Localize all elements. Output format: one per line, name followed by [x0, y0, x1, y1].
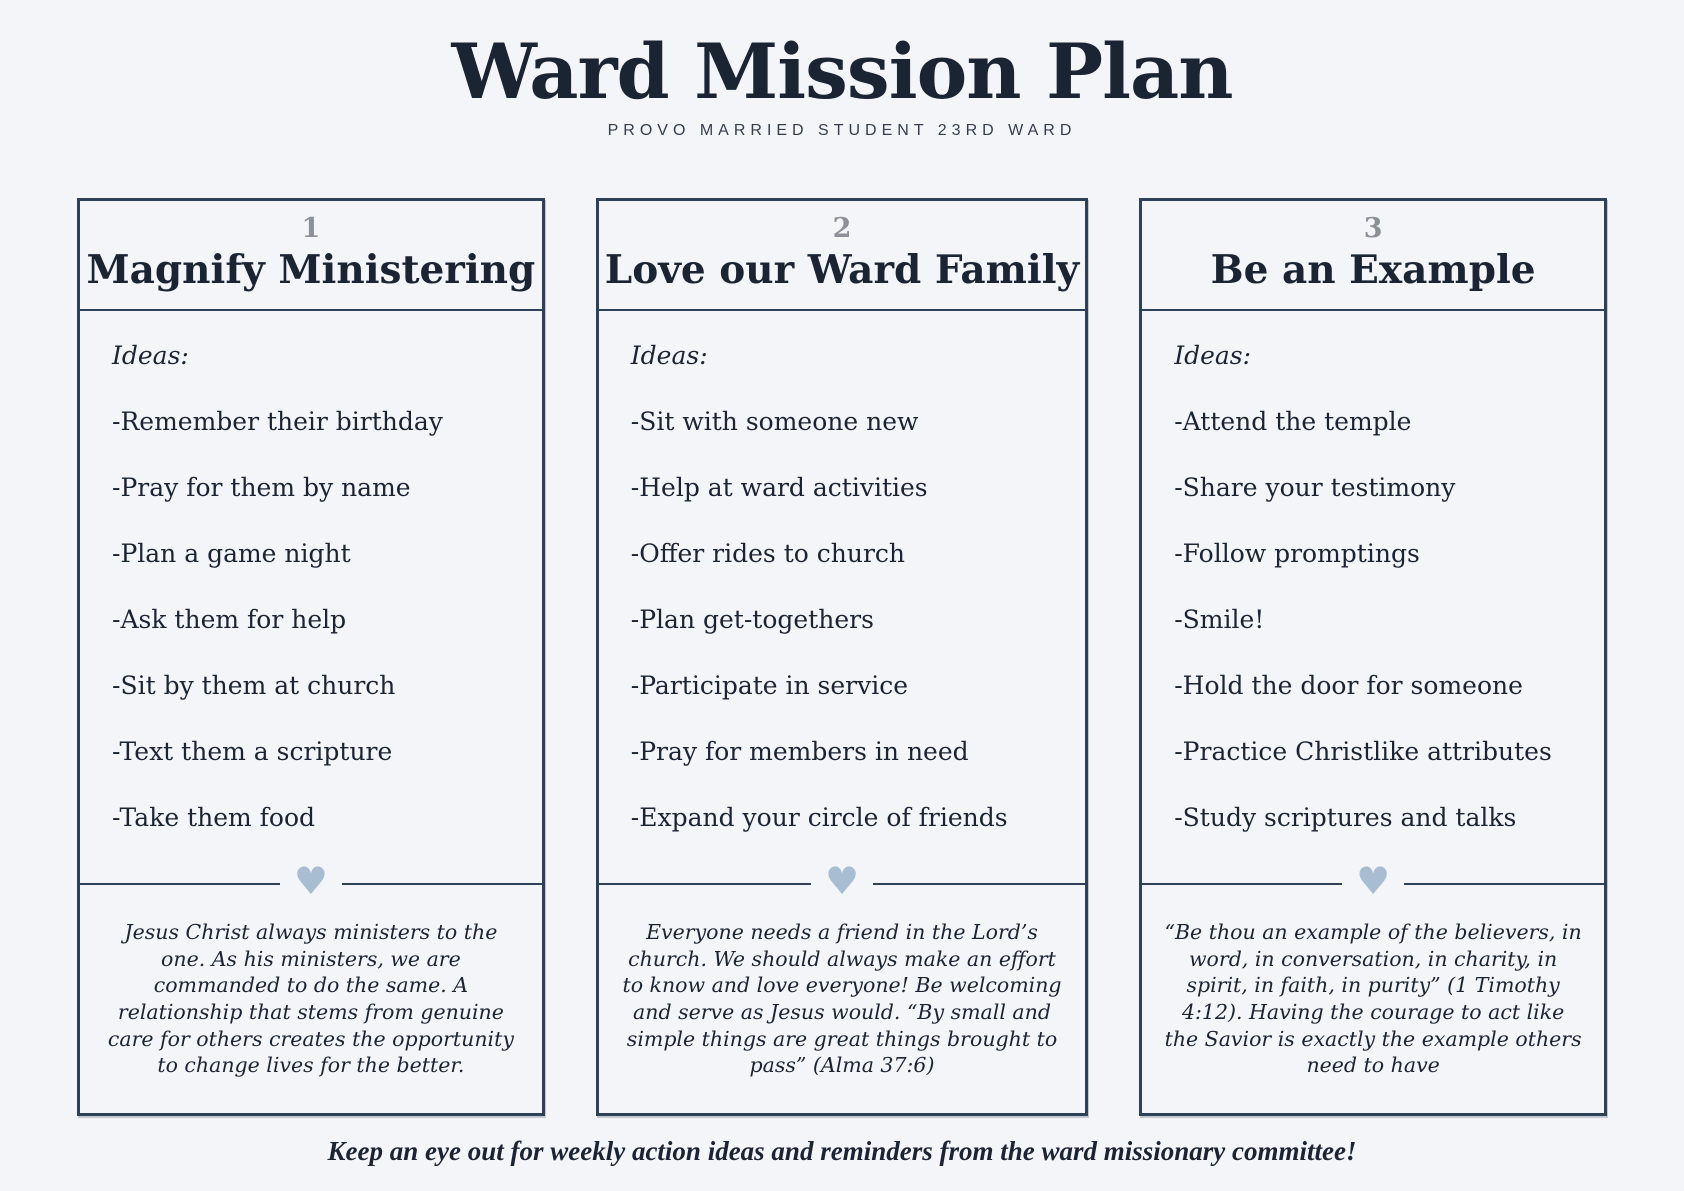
- idea-item: -Remember their birthday: [112, 407, 443, 436]
- footer-note: Keep an eye out for weekly action ideas and reminders from the ward missionary committee!: [327, 1136, 1357, 1166]
- heart-divider: [80, 859, 542, 903]
- idea-item: -Offer rides to church: [630, 539, 905, 568]
- heart-icon: ♥: [293, 859, 328, 903]
- idea-item: -Participate in service: [630, 671, 909, 700]
- card-quote: “Be thou an example of the believers, in word, in conversation, in charity, in spirit, in faith, in purity” (1 Timothy 4:12). Having the courage to act like the Savior is exactly the example others need to have: [1164, 920, 1582, 1078]
- heart-icon: ♥: [1356, 859, 1391, 903]
- idea-item: -Ask them for help: [112, 605, 347, 634]
- idea-item: -Pray for them by name: [112, 473, 411, 502]
- heart-divider: [1142, 859, 1604, 903]
- card-header: [80, 201, 542, 311]
- card-quote: Jesus Christ always ministers to the one. As his ministers, we are commanded to do the same. A relationship that stems from genuine care for others creates the opportunity to change lives for the better.: [107, 920, 514, 1078]
- idea-item: -Follow promptings: [1174, 539, 1420, 568]
- idea-item: -Smile!: [1174, 605, 1265, 634]
- idea-item: -Expand your circle of friends: [630, 803, 1008, 832]
- idea-item: -Share your testimony: [1174, 473, 1456, 502]
- divider-line: [873, 883, 1085, 885]
- divider-line: [1142, 883, 1342, 885]
- idea-item: -Sit by them at church: [112, 671, 396, 700]
- card-header: [1142, 201, 1604, 311]
- idea-item: -Take them food: [112, 803, 316, 832]
- card-magnify-ministering: [77, 198, 545, 1116]
- heart-icon: ♥: [824, 859, 860, 903]
- idea-item: -Text them a scripture: [112, 737, 393, 766]
- page-header: [0, 0, 1684, 140]
- card-heading: Love our Ward Family: [604, 247, 1080, 293]
- ideas-list: [599, 311, 1085, 869]
- ideas-list: [1142, 311, 1604, 869]
- idea-item: -Practice Christlike attributes: [1174, 737, 1552, 766]
- ideas-label: Ideas:: [1174, 341, 1252, 370]
- ideas-list: [80, 311, 542, 869]
- card-quote: Everyone needs a friend in the Lord’s church. We should always make an effort to know and love everyone! Be welcoming and serve as Jesus would. “By small and simple things are great things brought to pass” (Alma 37:6): [622, 920, 1062, 1078]
- card-number: 2: [832, 213, 852, 244]
- card-number: 1: [301, 213, 321, 244]
- card-number: 3: [1363, 213, 1383, 244]
- ideas-label: Ideas:: [630, 341, 708, 370]
- idea-item: -Study scriptures and talks: [1174, 803, 1517, 832]
- heart-divider: [599, 859, 1085, 903]
- card-be-an-example: [1139, 198, 1607, 1116]
- divider-line: [1404, 883, 1604, 885]
- idea-item: -Pray for members in need: [630, 737, 969, 766]
- card-heading: Be an Example: [1210, 247, 1536, 293]
- idea-item: -Attend the temple: [1174, 407, 1412, 436]
- divider-line: [80, 883, 280, 885]
- page-title: Ward Mission Plan: [451, 27, 1233, 116]
- pillar-cards-row: [77, 198, 1607, 1116]
- divider-line: [342, 883, 542, 885]
- page-subtitle: PROVO MARRIED STUDENT 23RD WARD: [607, 122, 1077, 139]
- idea-item: -Plan get-togethers: [630, 605, 874, 634]
- divider-line: [599, 883, 811, 885]
- idea-item: -Sit with someone new: [630, 407, 919, 436]
- ideas-label: Ideas:: [112, 341, 189, 370]
- idea-item: -Help at ward activities: [630, 473, 928, 502]
- card-heading: Magnify Ministering: [86, 247, 536, 293]
- card-love-ward-family: [596, 198, 1088, 1116]
- idea-item: -Plan a game night: [112, 539, 351, 568]
- idea-item: -Hold the door for someone: [1174, 671, 1523, 700]
- card-header: [599, 201, 1085, 311]
